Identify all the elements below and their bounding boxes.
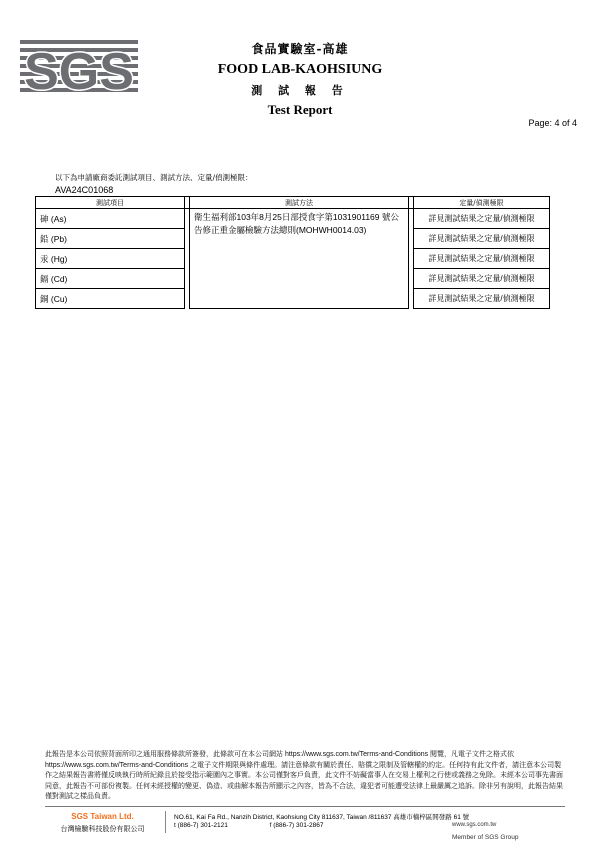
test-item-cell: 銅 (Cu) [36, 289, 185, 309]
company-name-zh: 台灣檢驗科技股份有限公司 [60, 825, 145, 833]
limit-cell: 詳見測試結果之定量/偵測極限 [414, 249, 550, 269]
fax: f (886-7) 301-2867 [269, 822, 324, 829]
page-number: Page: 4 of 4 [528, 118, 577, 128]
telephone: t (886-7) 301-2121 [174, 822, 228, 829]
test-items-table [35, 196, 550, 309]
company-phones [174, 822, 364, 829]
header-test-method: 測試方法 [190, 197, 409, 209]
limit-cell: 詳見測試結果之定量/偵測極限 [414, 289, 550, 309]
report-title-zh: 測 試 報 告 [251, 84, 349, 97]
test-item-cell: 砷 (As) [36, 209, 185, 229]
report-title-en: Test Report [267, 102, 333, 117]
test-item-cell: 鉛 (Pb) [36, 229, 185, 249]
svg-text:SGS: SGS [24, 43, 134, 98]
company-address: NO.61, Kai Fa Rd., Nanzih District, Kaohsiung City 811637, Taiwan /811637 高雄市楠梓區開發路 61 號 [174, 814, 470, 821]
footer-divider [45, 806, 565, 807]
lab-name-zh: 食品實驗室-高雄 [251, 42, 349, 56]
legal-disclaimer: 此報告是本公司依照背面所印之通用服務條款所簽發，此條款可在本公司網站 https://www.sgs.com.tw/Terms-and-Conditions 閱覽，凡電子文件之格式依https://www.sgs.com.tw/Terms-and-Conditions 之電子文件期限與條件處理。請注意條款有關於責任、賠償之限制及管轄權的約定。任何持有此文件者，請注意本公司製作之結果報告書將僅反映執行時所紀錄且於接受指示範圍內之事實。本公司僅對客戶負責，此文件不妨礙當事人在交易上權利之行使或義務之免除。未經本公司事先書面同意，此報告不可部份複製。任何未經授權的變更、偽造、或曲解本報告所顯示之內容，皆為不合法，違犯者可能遭受法律上最嚴厲之追訴。除非另有說明，此報告結果僅對測試之樣品負責。 [45, 751, 563, 800]
limit-cell: 詳見測試結果之定量/偵測極限 [414, 209, 550, 229]
footer-vertical-divider [165, 811, 166, 833]
intro-text: 以下為申請廠商委託測試項目、測試方法、定量/偵測極限： [55, 173, 253, 182]
footer-company [50, 812, 155, 834]
company-name-en: SGS Taiwan Ltd. [71, 812, 134, 821]
report-header [0, 40, 600, 118]
test-item-cell: 汞 (Hg) [36, 249, 185, 269]
table-header-row [36, 197, 550, 209]
member-of-sgs: Member of SGS Group [452, 834, 519, 841]
header-limit: 定量/偵測極限 [414, 197, 550, 209]
test-method-cell: 衛生福利部103年8月25日部授食字第1031901169 號公告修正重金屬檢驗方法總則(MOHWH0014.03) [190, 209, 409, 309]
limit-cell: 詳見測試結果之定量/偵測極限 [414, 269, 550, 289]
header-test-item: 測試項目 [36, 197, 185, 209]
lab-name-en: FOOD LAB-KAOHSIUNG [217, 62, 383, 77]
limit-cell: 詳見測試結果之定量/偵測極限 [414, 229, 550, 249]
website-link[interactable]: www.sgs.com.tw [452, 822, 497, 828]
sample-id: AVA24C01068 [55, 185, 114, 195]
table-row [36, 209, 550, 229]
test-item-cell: 鎘 (Cd) [36, 269, 185, 289]
